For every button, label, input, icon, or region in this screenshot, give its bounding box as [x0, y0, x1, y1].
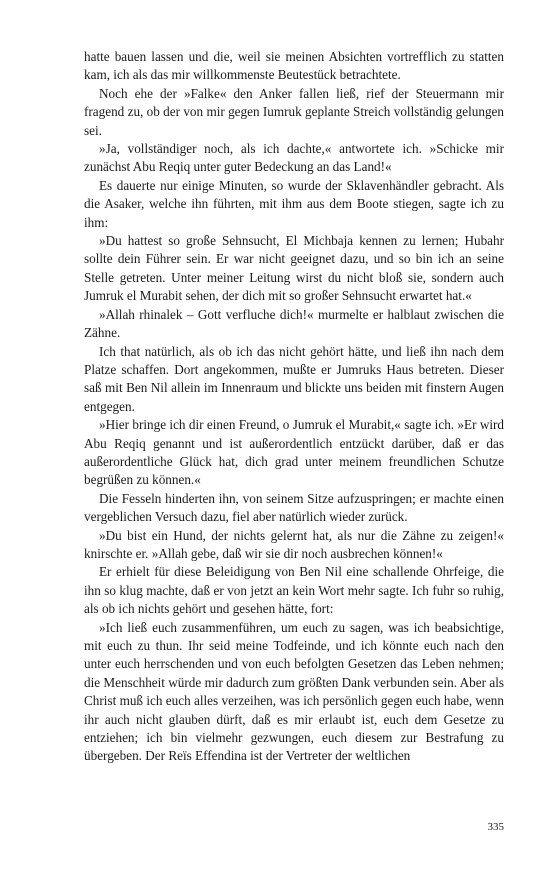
paragraph: Noch ehe der »Falke« den Anker fallen ließ, rief der Steuermann mir fragend zu, ob der von mir gegen Iumruk geplante Streich vollständig gelungen sei. — [84, 85, 504, 138]
paragraph: »Allah rhinalek – Gott verfluche dich!« murmelte er halblaut zwischen die Zähne. — [84, 306, 504, 341]
paragraph: Die Fesseln hinderten ihn, von seinem Sitze aufzuspringen; er machte einen vergeblichen Versuch dazu, fiel aber natürlich wieder zurück. — [84, 490, 504, 525]
paragraph: Es dauerte nur einige Minuten, so wurde der Sklavenhändler gebracht. Als die Asaker, welche ihn führten, mit ihm aus dem Boote stiegen, sagte ich zu ihm: — [84, 177, 504, 230]
paragraph: »Du hattest so große Sehnsucht, El Michbaja kennen zu lernen; Hubahr sollte dein Führer sein. Er war nicht geeignet dazu, und so bin ich an seine Stelle getreten. Unter meiner Leitung wirst du nicht bloß sie, sondern auch Jumruk el Murabit sehen, der dich mit so großer Sehnsucht erwartet hat.« — [84, 233, 504, 304]
paragraph: »Ja, vollständiger noch, als ich dachte,« antwortete ich. »Schicke mir zunächst Abu Reqiq unter guter Bedeckung an das Land!« — [84, 141, 504, 175]
paragraph: Er erhielt für diese Beleidigung von Ben Nil eine schallende Ohrfeige, die ihn so klug machte, daß er von jetzt an kein Wort mehr sagte. Ich fuhr so ruhig, als ob ich nichts gehört und gesehen hätte, fort: — [84, 564, 504, 617]
paragraph: Ich that natürlich, als ob ich das nicht gehört hätte, und ließ ihn nach dem Platze schaffen. Dort angekommen, mußte er Jumruks Haus betreten. Dieser saß mit Ben Nil allein im Innenraum und blickte uns beiden mit finstern Augen entgegen. — [84, 343, 504, 414]
page-number: 335 — [487, 821, 504, 833]
paragraph: »Ich ließ euch zusammenführen, um euch zu sagen, was ich beabsichtige, mit euch zu thun. Ihr seid meine Todfeinde, und ich könnte euch nach den unter euch herrschenden und von euch befolgten Gesetzen das Leben nehmen; die Menschheit würde mir dadurch zum größten Dank verbunden sein. Aber als Christ muß ich euch alles verzeihen, was ich persönlich gegen euch habe, wenn ihr auch nicht glauben dürft, daß es mir erlaubt ist, euch dem Gesetze zu entziehen; ich bin vielmehr gezwungen, euch diesem zur Bestrafung zu übergeben. Der Reïs Effendina ist der Vertreter der weltlichen — [84, 619, 504, 764]
paragraph: »Du bist ein Hund, der nichts gelernt hat, als nur die Zähne zu zeigen!« knirschte er. »Allah gebe, daß wir sie dir noch ausbrechen können!« — [84, 527, 504, 561]
book-page-text — [84, 48, 504, 766]
paragraph: »Hier bringe ich dir einen Freund, o Jumruk el Murabit,« sagte ich. »Er wird Abu Reqiq genannt und ist außerordentlich entzückt darüber, daß er das außerordentliche Glück hat, dich grad unter meinem freundlichen Schutze begrüßen zu können.« — [84, 417, 504, 488]
paragraph: hatte bauen lassen und die, weil sie meinen Absichten vortrefflich zu statten kam, ich als das mir willkommenste Beutestück betrachtete. — [84, 49, 504, 83]
